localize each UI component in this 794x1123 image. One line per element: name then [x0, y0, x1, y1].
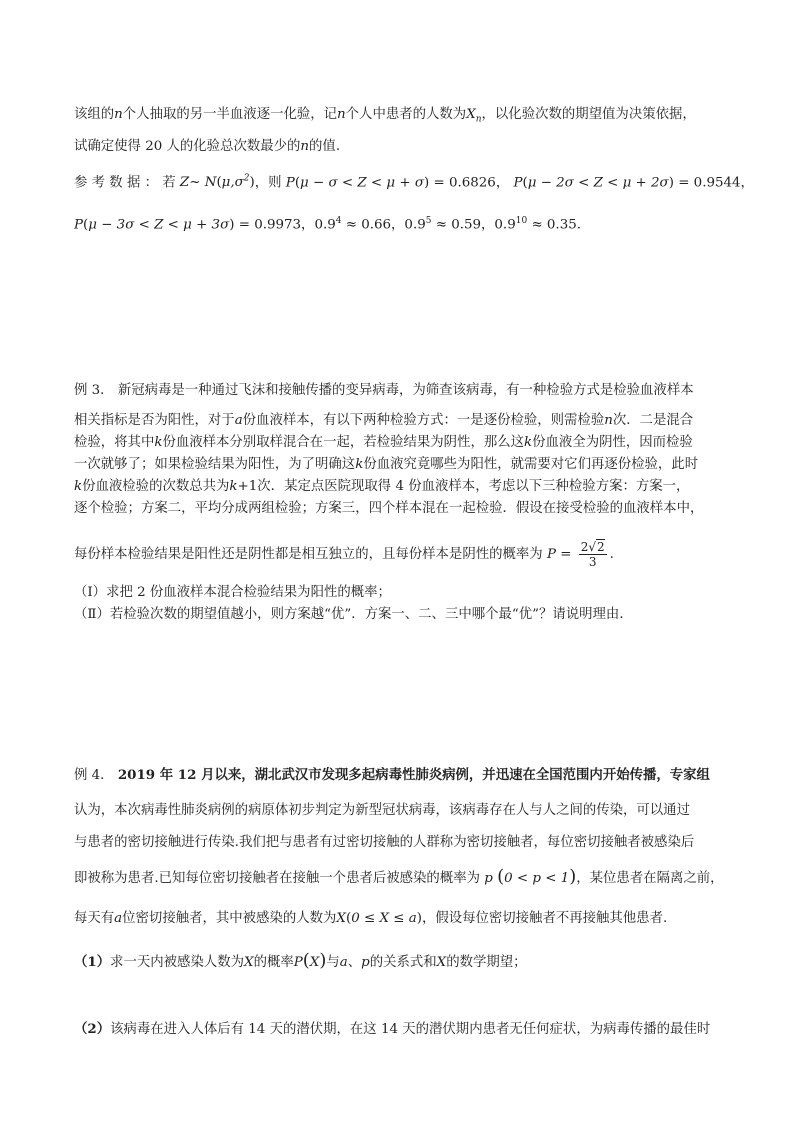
ex4-line-2: 认为，本次病毒性肺炎病例的病原体初步判定为新型冠状病毒，该病毒存在人与人之间的传染，可以通过 — [74, 803, 690, 818]
text: ≈ 0.66，0.9 — [345, 217, 426, 233]
var-k: k — [355, 457, 364, 472]
var-a: a — [234, 413, 243, 428]
formula-p2: P(μ − 2σ < Z < μ + 2σ) — [513, 175, 674, 191]
text: 检验，将其中 — [74, 435, 155, 450]
text: ，以化验次数的期望值为决策依据， — [481, 107, 696, 122]
text: 份血液检验的次数总共为 — [82, 479, 230, 494]
text: 2019 年 12 月以来，湖北武汉市发现多起病毒性肺炎病例，并迅速在全国范围内开始传播，专家组 — [117, 767, 710, 783]
formula-k-plus-1: k+1 — [229, 479, 258, 494]
intro-line-1 — [74, 106, 696, 129]
ex3-question-2: （Ⅱ）若检验次数的期望值越小，则方案越“优”．方案一、二、三中哪个最“优”？请说明理由． — [74, 607, 633, 622]
text: ，假设每位密切接触者不再接触其他患者. — [421, 911, 668, 926]
var-a: a — [339, 955, 348, 970]
text: ，某位患者在隔离之前， — [576, 871, 724, 886]
var-k: k — [154, 435, 163, 450]
ex4-line-4 — [74, 868, 724, 888]
text: 、 — [347, 955, 362, 970]
text: ≈ 0.59，0.9 — [435, 217, 516, 233]
text: 该组的 — [74, 107, 115, 122]
ex3-line-2 — [74, 412, 693, 430]
text: 位密切接触者，其中被感染的人数为 — [122, 911, 337, 926]
ex3-line-3 — [74, 434, 693, 452]
text: 次．二是混合 — [612, 413, 694, 428]
intro-line-4: P(μ − 3σ < Z < μ + 3σ) = 0.9973，$0.9^4 \approx 0.66$，$0.9^5 \approx 0.59$，$0.9^{10} \approx 0.35$. — [74, 216, 581, 233]
var-p: P — [546, 547, 556, 562]
ex4-line-3: 与患者的密切接触进行传染.我们把与患者有过密切接触的人群称为密切接触者，每位密切接触者被感染后 — [74, 835, 695, 850]
ex4-line-5 — [74, 910, 667, 928]
ex3-line-4 — [74, 456, 698, 474]
text: 的关系式和 — [369, 955, 437, 970]
text: 的数学期望； — [446, 955, 527, 970]
text: ≈ 0.35. — [531, 217, 581, 233]
ex4-question-2 — [74, 1020, 710, 1039]
text: 该病毒在进入人体后有 14 天的潜伏期，在这 14 天的潜伏期内患者无任何症状，为病毒传播的最佳时 — [110, 1022, 711, 1037]
text: 每份样本检验结果是阳性还是阴性都是相互独立的，且每份样本是阴性的概率为 — [74, 547, 543, 562]
ex3-line-5 — [74, 478, 689, 496]
text: 试确定使得 20 人的化验总次数最少的 — [74, 139, 301, 154]
text: 的值. — [309, 139, 341, 154]
text: 份血液究竟哪些为阳性，就需要对它们再逐份检验，此时 — [363, 457, 699, 472]
var-a: a — [114, 911, 123, 926]
var-xn: $X_n$ — [466, 107, 482, 125]
text: 个人中患者的人数为 — [345, 107, 467, 122]
text: 即被称为患者.已知每位密切接触者在接触一个患者后被感染的概率为 — [74, 871, 480, 886]
formula-p-range: p (0 < p < 1) — [484, 866, 577, 887]
ex3-line-7: 每份样本检验结果是阳性还是阴性都是相互独立的，且每份样本是阴性的概率为 P = $\frac{2√2}{3}$ . — [74, 540, 614, 569]
text: 次．某定点医院现取得 4 份血液样本，考虑以下三种检验方案：方案一， — [257, 479, 690, 494]
text: = 0.6826， — [433, 175, 510, 191]
formula-p1: P(μ − σ < Z < μ + σ) — [285, 175, 430, 191]
ex4-line-1 — [74, 766, 710, 785]
ex3-question-1: （Ⅰ）求把 2 份血液样本混合检验结果为阳性的概率； — [74, 585, 391, 600]
var-n: n — [300, 139, 310, 154]
text: = 0.9973，0.9 — [238, 217, 336, 233]
var-x: X — [244, 955, 254, 970]
text: （2） — [74, 1021, 111, 1037]
fraction-2sqrt2-over-3: $\frac{2√2}{3}$ — [580, 540, 605, 569]
text: 份血液全为阴性，因而检验 — [532, 435, 693, 450]
text: 份血液样本，有以下两种检验方式：一是逐份检验，则需检验 — [242, 413, 605, 428]
text: （1） — [74, 954, 111, 970]
text: 求一天内被感染人数为 — [110, 955, 245, 970]
var-n: n — [114, 107, 123, 122]
ex4-question-1 — [74, 952, 527, 972]
var-n: n — [337, 107, 346, 122]
text: 个人抽取的另一半血液逐一化验，记 — [122, 107, 338, 122]
text: 例 4． — [74, 768, 114, 783]
intro-line-3 — [74, 170, 754, 192]
var-x: X — [436, 955, 447, 970]
text: ，则 — [254, 175, 282, 191]
formula-normal: Z~ $N(\mu,\sigma^2)$ — [179, 174, 255, 191]
text: 相关指标是否为阳性，对于 — [74, 413, 235, 428]
intro-line-2 — [74, 138, 340, 156]
var-k: k — [74, 479, 83, 494]
text: 的概率 — [253, 955, 294, 970]
formula-p3: P(μ − 3σ < Z < μ + 3σ) — [74, 217, 235, 233]
var-k: k — [524, 435, 533, 450]
text: 与 — [326, 955, 340, 970]
formula-x-range: X(0 ≤ X ≤ a) — [336, 911, 422, 926]
ex3-line-6: 逐个检验；方案二，平均分成两组检验；方案三，四个样本混在一起检验．假设在接受检验的血液样本中， — [74, 501, 704, 516]
text: = 0.9544， — [678, 175, 754, 191]
var-p: p — [361, 955, 370, 970]
text: 一次就够了；如果检验结果为阳性，为了明确这 — [74, 457, 356, 472]
text: 份血液样本分别取样混合在一起，若检验结果为阴性，那么这 — [162, 435, 525, 450]
text: 参 考 数 据 ： 若 — [74, 175, 176, 191]
formula-px: P(X) — [293, 950, 327, 971]
text: 每天有 — [74, 911, 115, 926]
ex3-line-1: 例 3． 新冠病毒是一种通过飞沫和接触传播的变异病毒，为筛查该病毒，有一种检验方式是检验血液样本 — [74, 383, 694, 398]
var-n: n — [604, 413, 613, 428]
